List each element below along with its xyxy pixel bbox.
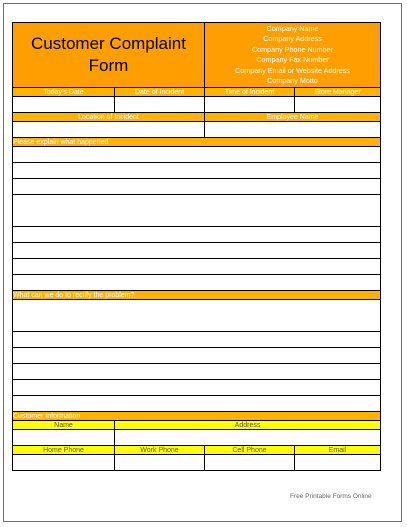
rectify-line[interactable]: [13, 347, 380, 363]
store-manager-field[interactable]: [294, 97, 380, 112]
explain-line[interactable]: [13, 274, 380, 290]
customer-labels-row-2: [13, 445, 380, 454]
location-labels-row: [13, 112, 380, 121]
company-email-website: Company Email or Website Address: [235, 65, 350, 75]
explain-line[interactable]: [13, 226, 380, 242]
rectify-line[interactable]: [13, 363, 380, 379]
incident-fields-row: [13, 96, 380, 112]
explain-line[interactable]: [13, 162, 380, 178]
complaint-form: [12, 22, 381, 471]
cell-phone-field[interactable]: [204, 455, 294, 470]
customer-fields-row-1: [13, 429, 380, 445]
customer-name-field[interactable]: [13, 430, 114, 445]
employee-name-field[interactable]: [204, 122, 380, 137]
explain-section-header: Please explain what happened: [13, 137, 380, 146]
home-phone-label: Home Phone: [13, 446, 114, 454]
location-of-incident-label: Location of Incident: [13, 113, 204, 121]
company-address: Company Address: [263, 34, 322, 43]
customer-name-label: Name: [13, 421, 114, 429]
work-phone-field[interactable]: [114, 455, 204, 470]
explain-line[interactable]: [13, 146, 380, 162]
customer-info-header: Customer Information: [13, 411, 380, 420]
form-header: [13, 23, 380, 87]
date-of-incident-label: Date of Incident: [114, 88, 204, 96]
customer-address-field[interactable]: [114, 430, 380, 445]
work-phone-label: Work Phone: [114, 446, 204, 454]
time-of-incident-field[interactable]: [204, 97, 294, 112]
cell-phone-label: Cell Phone: [204, 446, 294, 454]
footer-credit: Free Printable Forms Online: [290, 493, 372, 500]
home-phone-field[interactable]: [13, 455, 114, 470]
todays-date-field[interactable]: [13, 97, 114, 112]
employee-name-label: Employee Name: [204, 113, 380, 121]
customer-labels-row-1: [13, 420, 380, 429]
explain-line[interactable]: [13, 178, 380, 194]
date-of-incident-field[interactable]: [114, 97, 204, 112]
customer-fields-row-2: [13, 454, 380, 470]
store-manager-label: Store Manager: [294, 88, 380, 96]
company-phone: Company Phone Number: [251, 44, 334, 54]
incident-labels-row: [13, 87, 380, 96]
customer-address-label: Address: [114, 421, 380, 429]
email-label: Email: [294, 446, 380, 454]
todays-date-label: Today's Date: [13, 88, 114, 96]
rectify-section-header: What can we do to rectify the problem?: [13, 290, 380, 299]
company-fax: Company Fax Number: [256, 55, 329, 64]
explain-line[interactable]: [13, 258, 380, 274]
location-of-incident-field[interactable]: [13, 122, 204, 137]
explain-line[interactable]: [13, 194, 380, 226]
email-field[interactable]: [294, 455, 380, 470]
location-fields-row: [13, 121, 380, 137]
rectify-line[interactable]: [13, 299, 380, 331]
rectify-line[interactable]: [13, 395, 380, 411]
company-name: Company Name: [266, 23, 319, 33]
company-info: [204, 23, 380, 87]
time-of-incident-label: Time of Incident: [204, 88, 294, 96]
company-motto: Company Motto: [267, 76, 318, 85]
form-title: Customer Complaint Form: [13, 23, 204, 87]
rectify-line[interactable]: [13, 331, 380, 347]
rectify-line[interactable]: [13, 379, 380, 395]
explain-line[interactable]: [13, 242, 380, 258]
